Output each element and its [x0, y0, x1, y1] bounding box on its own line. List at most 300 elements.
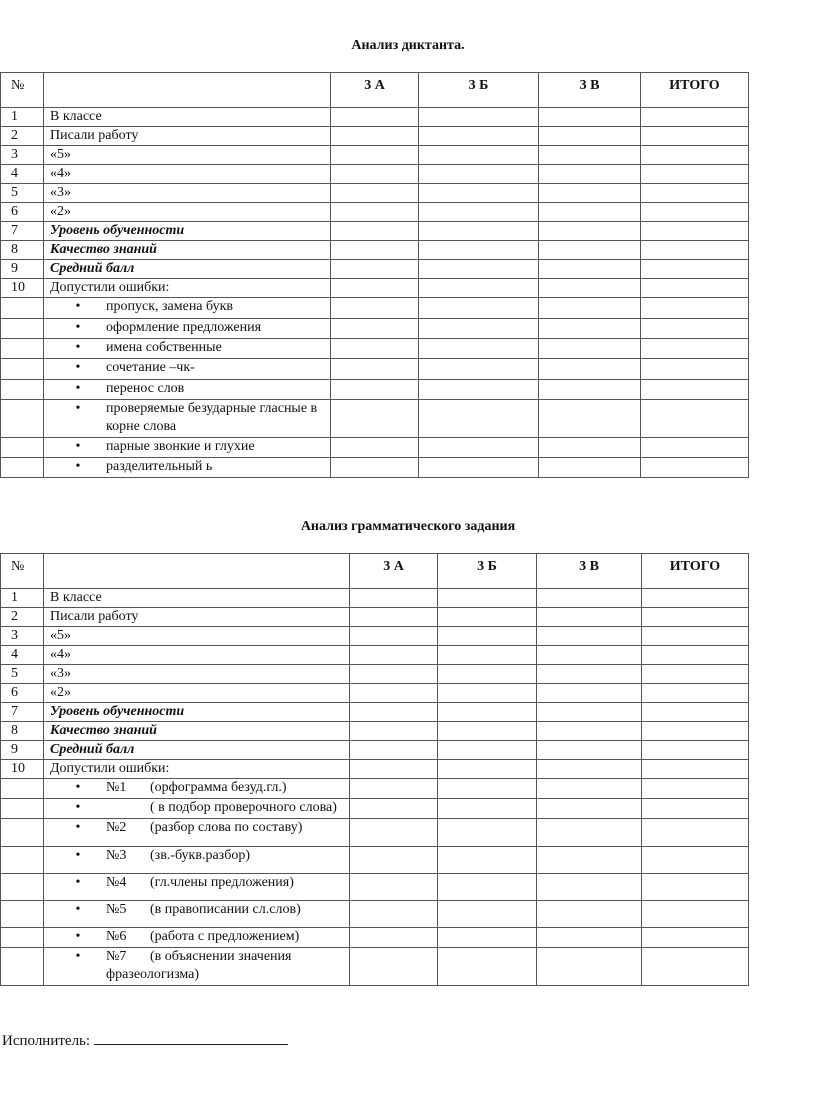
error-row — [1, 779, 749, 799]
row-number: 6 — [1, 684, 44, 703]
table-row — [1, 279, 749, 298]
column-header: 3 В — [537, 554, 642, 589]
value-cell[interactable] — [539, 127, 641, 146]
value-cell[interactable] — [419, 165, 539, 184]
row-number: 10 — [1, 279, 44, 298]
error-label — [44, 901, 350, 928]
value-cell[interactable] — [642, 627, 749, 646]
error-label — [44, 819, 350, 847]
value-cell[interactable] — [641, 203, 749, 222]
row-number: 8 — [1, 241, 44, 260]
bullet-icon: • — [75, 949, 81, 964]
value-cell[interactable] — [539, 298, 641, 319]
column-header: 3 В — [539, 73, 641, 108]
column-header: ИТОГО — [641, 73, 749, 108]
value-cell[interactable] — [331, 127, 419, 146]
error-text: ( в подбор проверочного слова) — [150, 800, 337, 815]
value-cell[interactable] — [438, 627, 537, 646]
row-label: Качество знаний — [44, 722, 350, 741]
row-number: 4 — [1, 165, 44, 184]
error-label — [44, 799, 350, 819]
dictation-analysis-table — [0, 72, 749, 478]
value-cell[interactable] — [419, 241, 539, 260]
value-cell[interactable] — [331, 260, 419, 279]
value-cell[interactable] — [539, 438, 641, 458]
row-number — [1, 799, 44, 819]
row-number: 5 — [1, 665, 44, 684]
error-text: имена собственные — [106, 340, 222, 355]
error-text: (в правописании сл.слов) — [150, 902, 301, 917]
value-cell[interactable] — [641, 127, 749, 146]
value-cell[interactable] — [537, 779, 642, 799]
value-cell[interactable] — [539, 339, 641, 359]
column-header: № — [1, 73, 44, 108]
value-cell[interactable] — [537, 928, 642, 948]
value-cell[interactable] — [419, 260, 539, 279]
value-cell[interactable] — [350, 760, 438, 779]
value-cell[interactable] — [438, 948, 537, 986]
error-row — [1, 400, 749, 438]
value-cell[interactable] — [350, 703, 438, 722]
value-cell[interactable] — [419, 203, 539, 222]
error-row — [1, 339, 749, 359]
value-cell[interactable] — [350, 589, 438, 608]
table-row — [1, 703, 749, 722]
error-row — [1, 359, 749, 380]
column-header — [44, 73, 331, 108]
value-cell[interactable] — [539, 380, 641, 400]
value-cell[interactable] — [642, 928, 749, 948]
row-label: Допустили ошибки: — [44, 279, 331, 298]
value-cell[interactable] — [438, 819, 537, 847]
bullet-icon: • — [75, 360, 81, 375]
value-cell[interactable] — [331, 165, 419, 184]
table-row — [1, 760, 749, 779]
row-label: «5» — [44, 627, 350, 646]
row-number — [1, 438, 44, 458]
value-cell[interactable] — [537, 874, 642, 901]
value-cell[interactable] — [537, 646, 642, 665]
value-cell[interactable] — [350, 779, 438, 799]
value-cell[interactable] — [539, 108, 641, 127]
value-cell[interactable] — [438, 741, 537, 760]
value-cell[interactable] — [537, 901, 642, 928]
bullet-icon: • — [75, 401, 81, 416]
error-text-group — [106, 847, 342, 865]
signature-line — [2, 1030, 288, 1050]
value-cell[interactable] — [642, 684, 749, 703]
value-cell[interactable] — [419, 279, 539, 298]
bullet-icon: • — [75, 929, 81, 944]
error-row — [1, 819, 749, 847]
value-cell[interactable] — [331, 279, 419, 298]
column-header — [44, 554, 350, 589]
value-cell[interactable] — [539, 359, 641, 380]
row-number — [1, 458, 44, 478]
value-cell[interactable] — [537, 627, 642, 646]
row-number: 5 — [1, 184, 44, 203]
value-cell[interactable] — [642, 665, 749, 684]
value-cell[interactable] — [642, 703, 749, 722]
error-row — [1, 319, 749, 339]
value-cell[interactable] — [419, 319, 539, 339]
error-text: (работа с предложением) — [150, 929, 300, 944]
table-row — [1, 203, 749, 222]
value-cell[interactable] — [641, 438, 749, 458]
value-cell[interactable] — [641, 222, 749, 241]
value-cell[interactable] — [350, 928, 438, 948]
value-cell[interactable] — [331, 298, 419, 319]
value-cell[interactable] — [419, 184, 539, 203]
error-label — [44, 928, 350, 948]
value-cell[interactable] — [641, 184, 749, 203]
error-text-group — [106, 874, 342, 892]
value-cell[interactable] — [539, 203, 641, 222]
error-label — [44, 458, 331, 478]
row-number — [1, 400, 44, 438]
value-cell[interactable] — [641, 279, 749, 298]
row-label: Писали работу — [44, 127, 331, 146]
error-text: перенос слов — [106, 381, 185, 396]
value-cell[interactable] — [438, 703, 537, 722]
table-row — [1, 741, 749, 760]
value-cell[interactable] — [350, 948, 438, 986]
grammar-analysis-table — [0, 553, 749, 986]
row-number — [1, 380, 44, 400]
row-number — [1, 948, 44, 986]
value-cell[interactable] — [641, 298, 749, 319]
error-text: (орфограмма безуд.гл.) — [150, 780, 287, 795]
row-number — [1, 779, 44, 799]
value-cell[interactable] — [350, 684, 438, 703]
header-row — [1, 554, 749, 589]
value-cell[interactable] — [350, 608, 438, 627]
row-number: 1 — [1, 589, 44, 608]
signature-blank[interactable] — [94, 1030, 288, 1045]
value-cell[interactable] — [641, 339, 749, 359]
value-cell[interactable] — [350, 646, 438, 665]
error-label — [44, 779, 350, 799]
table-row — [1, 260, 749, 279]
value-cell[interactable] — [642, 741, 749, 760]
value-cell[interactable] — [438, 901, 537, 928]
value-cell[interactable] — [438, 722, 537, 741]
value-cell[interactable] — [642, 874, 749, 901]
value-cell[interactable] — [537, 760, 642, 779]
row-label: В классе — [44, 108, 331, 127]
error-row — [1, 847, 749, 874]
error-text: сочетание –чк- — [106, 360, 195, 375]
value-cell[interactable] — [537, 819, 642, 847]
row-number — [1, 339, 44, 359]
row-number — [1, 901, 44, 928]
row-number — [1, 819, 44, 847]
table-row — [1, 184, 749, 203]
task-number: №1 — [106, 780, 127, 795]
error-text: проверяемые безударные гласные в корне слова — [106, 401, 318, 434]
value-cell[interactable] — [350, 627, 438, 646]
table-row — [1, 627, 749, 646]
bullet-icon: • — [75, 848, 81, 863]
table-row — [1, 146, 749, 165]
value-cell[interactable] — [419, 359, 539, 380]
value-cell[interactable] — [331, 359, 419, 380]
row-number — [1, 298, 44, 319]
value-cell[interactable] — [537, 847, 642, 874]
value-cell[interactable] — [419, 380, 539, 400]
column-header: № — [1, 554, 44, 589]
value-cell[interactable] — [642, 760, 749, 779]
grammar-analysis-title: Анализ грамматического задания — [300, 519, 516, 534]
value-cell[interactable] — [642, 799, 749, 819]
error-text-group — [106, 928, 342, 946]
value-cell[interactable] — [438, 928, 537, 948]
value-cell[interactable] — [331, 222, 419, 241]
value-cell[interactable] — [539, 279, 641, 298]
value-cell[interactable] — [641, 241, 749, 260]
bullet-icon: • — [75, 439, 81, 454]
value-cell[interactable] — [438, 779, 537, 799]
error-row — [1, 948, 749, 986]
value-cell[interactable] — [419, 127, 539, 146]
value-cell[interactable] — [537, 665, 642, 684]
column-header: 3 Б — [438, 554, 537, 589]
row-label: «4» — [44, 165, 331, 184]
row-number — [1, 874, 44, 901]
row-number: 3 — [1, 627, 44, 646]
value-cell[interactable] — [331, 108, 419, 127]
value-cell[interactable] — [641, 458, 749, 478]
value-cell[interactable] — [331, 241, 419, 260]
error-text: разделительный ь — [106, 459, 213, 474]
dictation-analysis-title: Анализ диктанта. — [351, 38, 465, 53]
value-cell[interactable] — [438, 684, 537, 703]
value-cell[interactable] — [642, 722, 749, 741]
value-cell[interactable] — [537, 589, 642, 608]
value-cell[interactable] — [419, 222, 539, 241]
value-cell[interactable] — [331, 339, 419, 359]
value-cell[interactable] — [537, 684, 642, 703]
value-cell[interactable] — [641, 380, 749, 400]
value-cell[interactable] — [539, 241, 641, 260]
row-number — [1, 847, 44, 874]
value-cell[interactable] — [642, 847, 749, 874]
value-cell[interactable] — [331, 184, 419, 203]
value-cell[interactable] — [539, 260, 641, 279]
row-number: 7 — [1, 703, 44, 722]
row-label: Писали работу — [44, 608, 350, 627]
column-header: 3 А — [350, 554, 438, 589]
table-row — [1, 646, 749, 665]
value-cell[interactable] — [642, 589, 749, 608]
table-row — [1, 684, 749, 703]
row-label: Уровень обученности — [44, 222, 331, 241]
bullet-icon: • — [75, 820, 81, 835]
value-cell[interactable] — [537, 741, 642, 760]
table-row — [1, 665, 749, 684]
error-text: (гл.члены предложения) — [150, 875, 294, 890]
error-label — [44, 380, 331, 400]
bullet-icon: • — [75, 381, 81, 396]
value-cell[interactable] — [539, 319, 641, 339]
value-cell[interactable] — [350, 819, 438, 847]
value-cell[interactable] — [350, 665, 438, 684]
value-cell[interactable] — [419, 339, 539, 359]
value-cell[interactable] — [438, 646, 537, 665]
value-cell[interactable] — [438, 799, 537, 819]
row-number: 9 — [1, 260, 44, 279]
error-label — [44, 847, 350, 874]
error-text-group — [106, 819, 342, 837]
value-cell[interactable] — [350, 799, 438, 819]
table-row — [1, 241, 749, 260]
bullet-icon: • — [75, 902, 81, 917]
row-number: 2 — [1, 127, 44, 146]
row-label: В классе — [44, 589, 350, 608]
error-label — [44, 359, 331, 380]
column-header: ИТОГО — [642, 554, 749, 589]
error-label — [44, 298, 331, 319]
value-cell[interactable] — [419, 438, 539, 458]
value-cell[interactable] — [641, 319, 749, 339]
error-text: (в объяснении значения фразеологизма) — [106, 949, 292, 982]
task-number: №7 — [106, 949, 127, 964]
bullet-icon: • — [75, 800, 81, 815]
value-cell[interactable] — [642, 779, 749, 799]
value-cell[interactable] — [438, 874, 537, 901]
value-cell[interactable] — [350, 901, 438, 928]
error-text-group — [106, 799, 342, 817]
value-cell[interactable] — [537, 799, 642, 819]
task-number: №6 — [106, 929, 127, 944]
value-cell[interactable] — [419, 458, 539, 478]
task-number: №4 — [106, 875, 127, 890]
value-cell[interactable] — [438, 665, 537, 684]
column-header: 3 А — [331, 73, 419, 108]
bullet-icon: • — [75, 340, 81, 355]
value-cell[interactable] — [641, 146, 749, 165]
value-cell[interactable] — [641, 400, 749, 438]
value-cell[interactable] — [419, 400, 539, 438]
value-cell[interactable] — [350, 741, 438, 760]
value-cell[interactable] — [331, 380, 419, 400]
column-header: 3 Б — [419, 73, 539, 108]
row-number: 7 — [1, 222, 44, 241]
value-cell[interactable] — [438, 608, 537, 627]
row-number: 3 — [1, 146, 44, 165]
value-cell[interactable] — [642, 948, 749, 986]
bullet-icon: • — [75, 780, 81, 795]
error-label — [44, 948, 350, 986]
value-cell[interactable] — [331, 438, 419, 458]
row-number: 4 — [1, 646, 44, 665]
value-cell[interactable] — [350, 847, 438, 874]
value-cell[interactable] — [539, 458, 641, 478]
value-cell[interactable] — [539, 165, 641, 184]
error-label — [44, 339, 331, 359]
error-text-group — [106, 901, 342, 919]
error-text-group — [106, 948, 342, 984]
value-cell[interactable] — [641, 260, 749, 279]
row-label: «5» — [44, 146, 331, 165]
error-label — [44, 874, 350, 901]
error-text: оформление предложения — [106, 320, 262, 335]
value-cell[interactable] — [539, 400, 641, 438]
value-cell[interactable] — [642, 819, 749, 847]
value-cell[interactable] — [537, 608, 642, 627]
error-text: (зв.-букв.разбор) — [150, 848, 250, 863]
table-row — [1, 165, 749, 184]
table-row — [1, 127, 749, 146]
value-cell[interactable] — [537, 948, 642, 986]
row-label: «2» — [44, 203, 331, 222]
value-cell[interactable] — [642, 646, 749, 665]
value-cell[interactable] — [331, 203, 419, 222]
row-label: Уровень обученности — [44, 703, 350, 722]
value-cell[interactable] — [419, 108, 539, 127]
table-row — [1, 108, 749, 127]
value-cell[interactable] — [438, 760, 537, 779]
error-row — [1, 298, 749, 319]
row-number: 9 — [1, 741, 44, 760]
row-label: Средний балл — [44, 260, 331, 279]
value-cell[interactable] — [419, 146, 539, 165]
error-row — [1, 928, 749, 948]
value-cell[interactable] — [331, 400, 419, 438]
task-number: №3 — [106, 848, 127, 863]
value-cell[interactable] — [537, 703, 642, 722]
row-label: Качество знаний — [44, 241, 331, 260]
value-cell[interactable] — [331, 319, 419, 339]
value-cell[interactable] — [642, 901, 749, 928]
error-row — [1, 901, 749, 928]
row-number — [1, 928, 44, 948]
value-cell[interactable] — [331, 146, 419, 165]
row-label: «2» — [44, 684, 350, 703]
value-cell[interactable] — [331, 458, 419, 478]
table-row — [1, 722, 749, 741]
value-cell[interactable] — [350, 874, 438, 901]
bullet-icon: • — [75, 875, 81, 890]
error-label — [44, 319, 331, 339]
error-row — [1, 799, 749, 819]
row-number — [1, 359, 44, 380]
header-row — [1, 73, 749, 108]
signature-label: Исполнитель: — [2, 1033, 91, 1049]
value-cell[interactable] — [539, 146, 641, 165]
value-cell[interactable] — [419, 298, 539, 319]
value-cell[interactable] — [641, 165, 749, 184]
error-text: пропуск, замена букв — [106, 299, 234, 314]
value-cell[interactable] — [438, 589, 537, 608]
row-number: 1 — [1, 108, 44, 127]
value-cell[interactable] — [537, 722, 642, 741]
value-cell[interactable] — [539, 184, 641, 203]
bullet-icon: • — [75, 320, 81, 335]
value-cell[interactable] — [641, 108, 749, 127]
error-label — [44, 400, 331, 438]
value-cell[interactable] — [539, 222, 641, 241]
row-label: Средний балл — [44, 741, 350, 760]
row-label: «3» — [44, 665, 350, 684]
value-cell[interactable] — [642, 608, 749, 627]
value-cell[interactable] — [438, 847, 537, 874]
value-cell[interactable] — [350, 722, 438, 741]
value-cell[interactable] — [641, 359, 749, 380]
row-number — [1, 319, 44, 339]
task-number: №5 — [106, 902, 127, 917]
error-row — [1, 874, 749, 901]
